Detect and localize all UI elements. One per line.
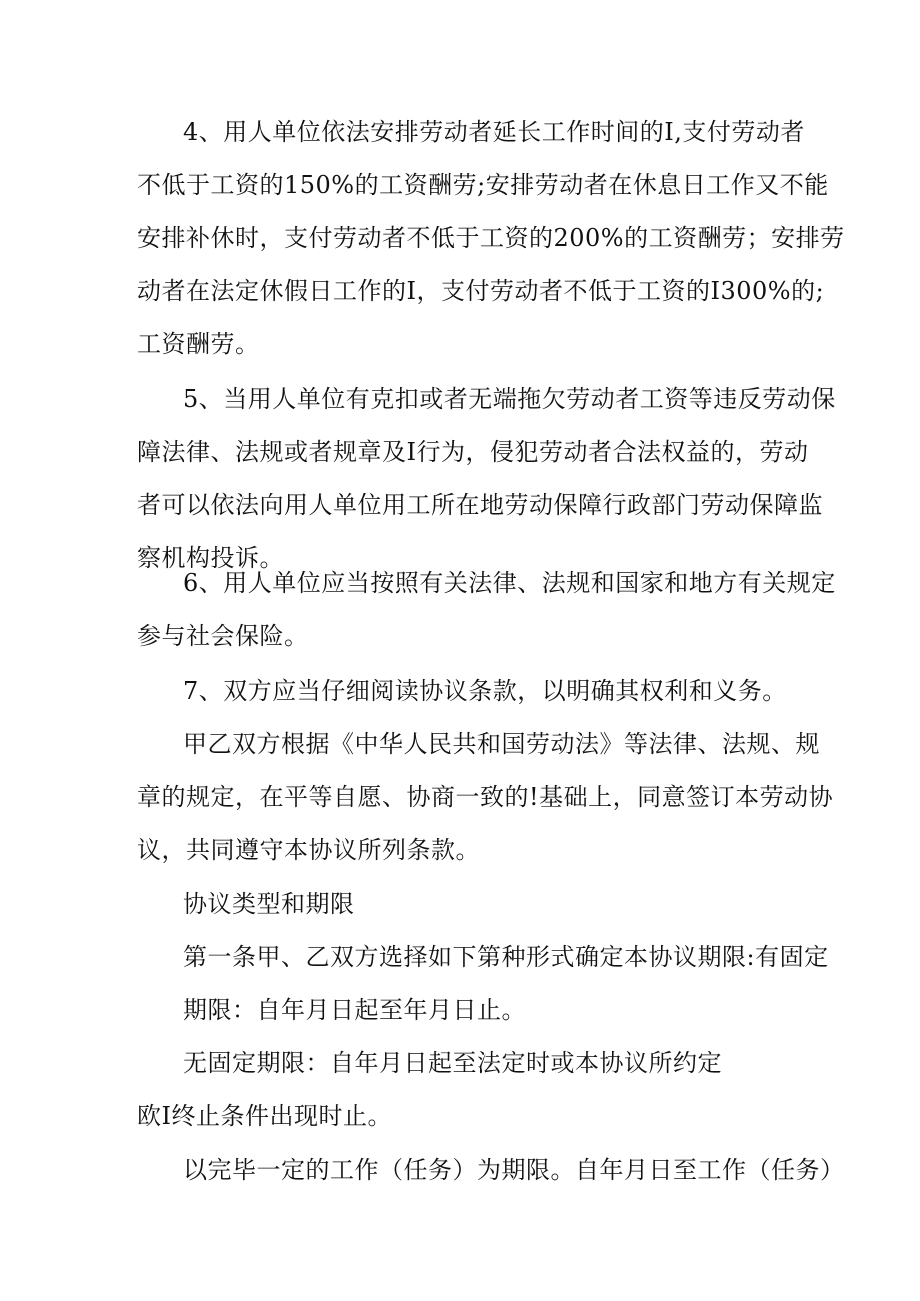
- text-line: 察机构投诉。: [137, 544, 284, 572]
- text-line: 欧I终止条件出现时止。: [137, 1102, 392, 1130]
- text-line: 工资酬劳。: [137, 330, 260, 358]
- text-line: 安排补休时，支付劳动者不低于工资的200%的工资酬劳；安排劳: [137, 224, 845, 252]
- text-line: 6、用人单位应当按照有关法律、法规和国家和地方有关规定: [183, 569, 836, 597]
- text-line: 7、双方应当仔细阅读协议条款，以明确其权利和义务。: [183, 677, 787, 705]
- text-line: 参与社会保险。: [137, 622, 309, 650]
- text-line: 议，共同遵守本协议所列条款。: [137, 836, 480, 864]
- text-line: 动者在法定休假日工作的I，支付劳动者不低于工资的I300%的;: [137, 277, 825, 305]
- text-line: 4、用人单位依法安排劳动者延长工作时间的I,支付劳动者: [183, 118, 805, 146]
- text-line: 不低于工资的150%的工资酬劳;安排劳动者在休息日工作又不能: [137, 171, 829, 199]
- text-line: 甲乙双方根据《中华人民共和国劳动法》等法律、法规、规: [183, 730, 820, 758]
- text-line: 第一条甲、乙双方选择如下第种形式确定本协议期限:有固定: [183, 943, 829, 971]
- text-line: 者可以依法向用人单位用工所在地劳动保障行政部门劳动保障监: [137, 491, 823, 519]
- text-line: 以完毕一定的工作（任务）为期限。自年月日至工作（任务）: [183, 1156, 845, 1184]
- text-line: 无固定期限：自年月日起至法定时或本协议所约定: [183, 1049, 722, 1077]
- text-line: 期限：自年月日起至年月日止。: [183, 996, 526, 1024]
- text-line: 章的规定，在平等自愿、协商一致的!基础上，同意签订本劳动协: [137, 783, 834, 811]
- section-heading: 协议类型和期限: [183, 890, 355, 918]
- text-line: 障法律、法规或者规章及I行为，侵犯劳动者合法权益的，劳动: [137, 438, 809, 466]
- text-line: 5、当用人单位有克扣或者无端拖欠劳动者工资等违反劳动保: [183, 385, 836, 413]
